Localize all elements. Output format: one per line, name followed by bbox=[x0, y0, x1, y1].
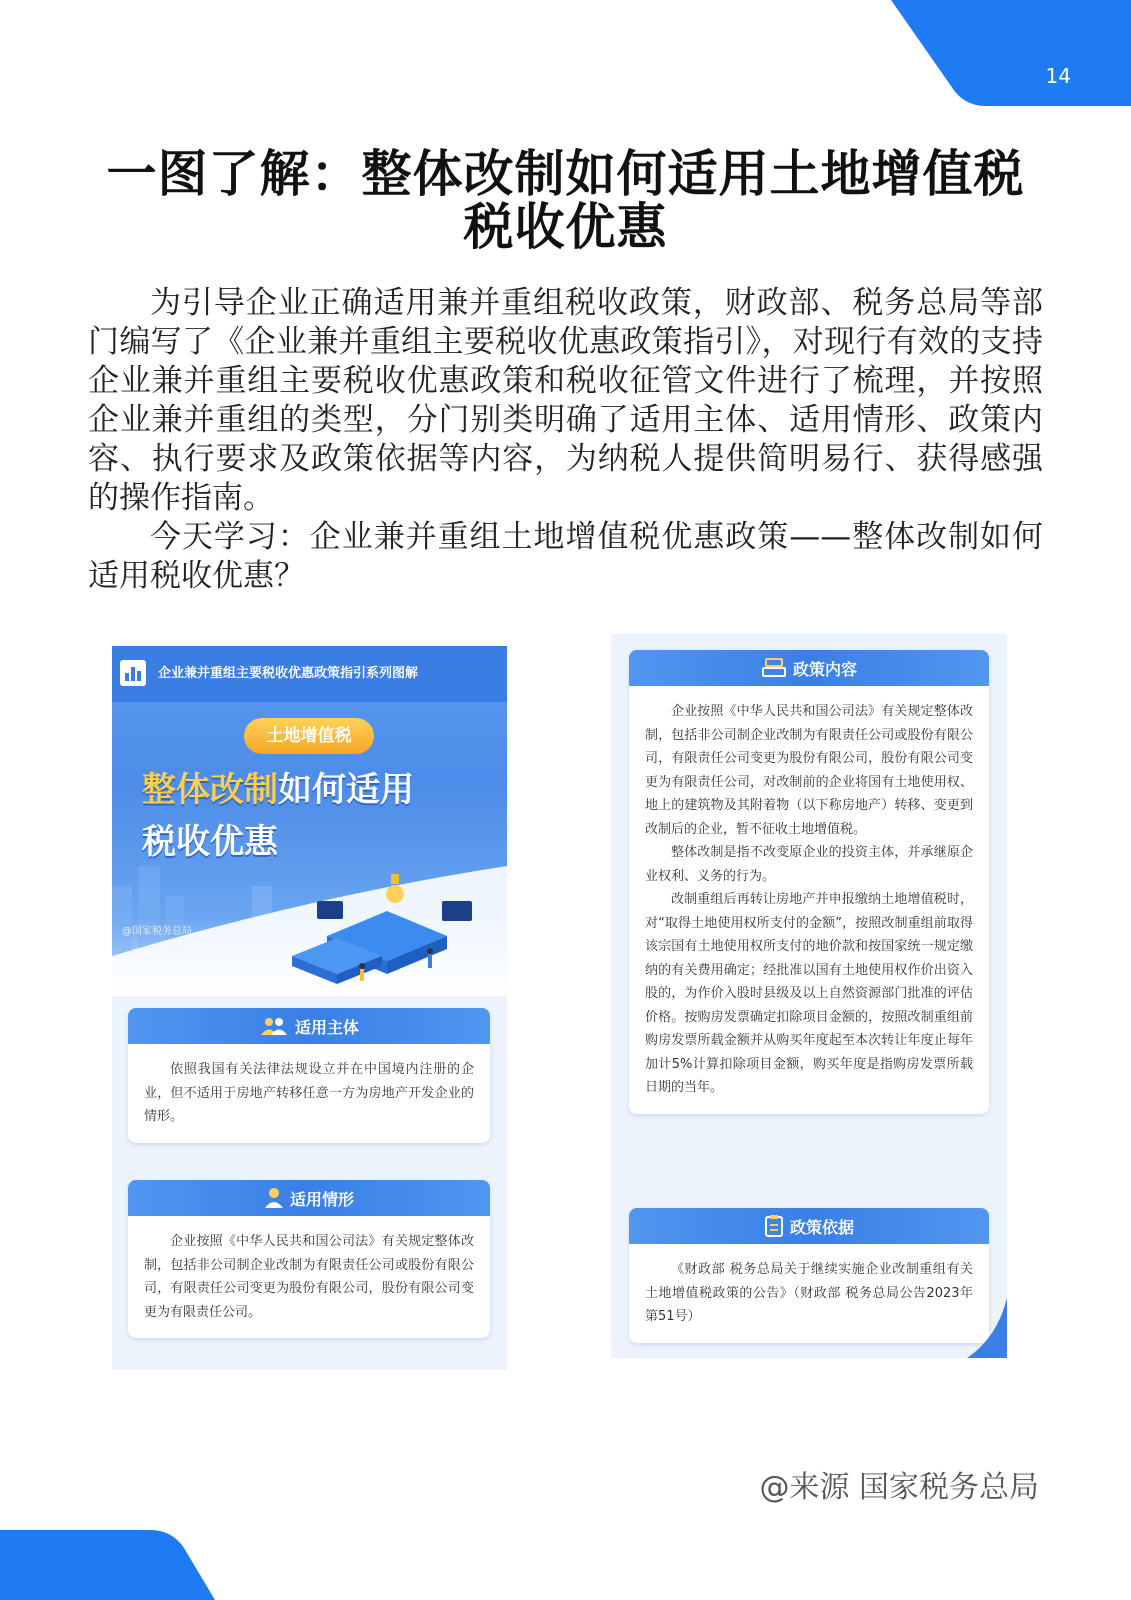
series-title: 企业兼并重组主要税收优惠政策指引系列图解 bbox=[158, 666, 419, 681]
page-title bbox=[60, 145, 1071, 256]
people-icon bbox=[259, 1016, 289, 1036]
card-body bbox=[629, 686, 989, 1114]
source-credit: @来源 国家税务总局 bbox=[759, 1470, 1039, 1505]
title-line-2: 税收优惠 bbox=[463, 198, 668, 256]
card-title: 适用情形 bbox=[289, 1189, 354, 1209]
card-header bbox=[128, 1008, 490, 1044]
card-header bbox=[629, 1208, 989, 1244]
document-stack-icon bbox=[761, 658, 787, 678]
poster-hero bbox=[112, 646, 507, 986]
card-body bbox=[128, 1216, 490, 1338]
card-header bbox=[128, 1180, 490, 1216]
intro-paragraph-2: 今天学习：企业兼并重组土地增值税优惠政策——整体改制如何适用税收优惠？ bbox=[88, 519, 1043, 594]
card-paragraph: 整体改制是指不改变原企业的投资主体，并承继原企业权利、义务的行为。 bbox=[645, 845, 973, 884]
headline-line-2: 税收优惠 bbox=[142, 822, 278, 862]
tax-type-tag: 土地增值税 bbox=[244, 718, 374, 754]
person-icon bbox=[264, 1187, 284, 1209]
card-applicable-subject bbox=[128, 1008, 490, 1143]
card-title: 适用主体 bbox=[294, 1017, 359, 1037]
clipboard-icon bbox=[764, 1214, 784, 1238]
card-policy-basis bbox=[629, 1208, 989, 1343]
card-body bbox=[629, 1244, 989, 1343]
card-title: 政策内容 bbox=[792, 659, 857, 679]
card-paragraph: 《财政部 税务总局关于继续实施企业改制重组有关土地增值税政策的公告》（财政部 税务总局公告2023年第51号） bbox=[645, 1262, 973, 1324]
page-number: 14 bbox=[1045, 64, 1071, 88]
intro-paragraph-1: 为引导企业正确适用兼并重组税收政策，财政部、税务总局等部门编写了《企业兼并重组主要税收优惠政策指引》，对现行有效的支持企业兼并重组主要税收优惠政策和税收征管文件进行了梳理，并按照企业兼并重组的类型，分门别类明确了适用主体、适用情形、政策内容、执行要求及政策依据等内容，为纳税人提供简明易行、获得感强的操作指南。 bbox=[88, 285, 1043, 516]
card-body bbox=[128, 1044, 490, 1143]
card-paragraph: 企业按照《中华人民共和国公司法》有关规定整体改制，包括非公司制企业改制为有限责任公司或股份有限公司，有限责任公司变更为股份有限公司，股份有限公司变更为有限责任公司，对改制前的企业将国有土地使用权、地上的建筑物及其附着物（以下称房地产）转移、变更到改制后的企业，暂不征收土地增值税。 bbox=[645, 704, 973, 837]
card-header bbox=[629, 650, 989, 686]
poster-corner-decoration bbox=[967, 1298, 1007, 1358]
card-paragraph: 企业按照《中华人民共和国公司法》有关规定整体改制，包括非公司制企业改制为有限责任公司或股份有限公司，有限责任公司变更为股份有限公司，股份有限公司变更为有限责任公司。 bbox=[144, 1234, 474, 1320]
corner-decoration-top-right bbox=[891, 0, 1131, 106]
poster-headline bbox=[142, 764, 414, 868]
poster-right bbox=[611, 634, 1007, 1358]
card-paragraph: 依照我国有关法律法规设立并在中国境内注册的企业，但不适用于房地产转移任意一方为房地产开发企业的情形。 bbox=[144, 1062, 474, 1124]
headline-rest: 如何适用 bbox=[278, 770, 414, 810]
card-title: 政策依据 bbox=[789, 1217, 854, 1237]
title-line-1: 一图了解：整体改制如何适用土地增值税 bbox=[106, 145, 1025, 203]
chart-board-icon bbox=[120, 660, 146, 686]
corner-decoration-bottom-left bbox=[0, 1530, 215, 1600]
poster-watermark: @国家税务总局 bbox=[122, 926, 192, 937]
card-applicable-situation bbox=[128, 1180, 490, 1338]
series-bar bbox=[112, 646, 507, 702]
poster-left bbox=[112, 646, 507, 1370]
card-paragraph: 改制重组后再转让房地产并申报缴纳土地增值税时，对“取得土地使用权所支付的金额”，按照改制重组前取得该宗国有土地使用权所支付的地价款和按国家统一规定缴纳的有关费用确定；经批准以国有土地使用权作价出资入股的，为作价入股时县级及以上自然资源部门批准的评估价格。按购房发票确定扣除项目金额的，按照改制重组前购房发票所载金额并从购买年度起至本次转让年度止每年加计5%计算扣除项目金额，购买年度是指购房发票所载日期的当年。 bbox=[645, 892, 973, 1095]
intro-text bbox=[88, 284, 1043, 596]
headline-highlight: 整体改制 bbox=[142, 770, 278, 810]
card-policy-content bbox=[629, 650, 989, 1114]
